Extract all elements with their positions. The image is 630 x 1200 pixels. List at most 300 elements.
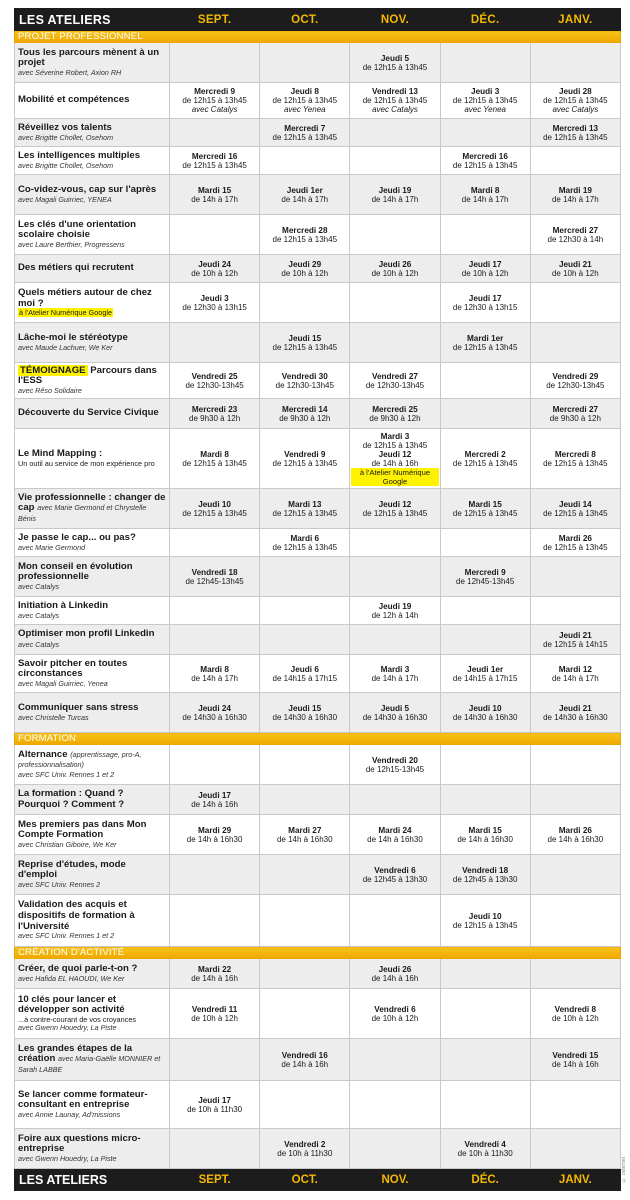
session-day: Mardi 3 <box>380 431 410 441</box>
session-time: de 12h30 à 13h15 <box>452 302 518 312</box>
workshop-host: avec Christelle Turcas <box>18 712 89 722</box>
session-day: Vendredi 30 <box>281 371 328 381</box>
table-row <box>15 1039 621 1081</box>
session-time: de 12h15 à 13h45 <box>272 342 338 352</box>
workshop-label-cell <box>15 625 170 655</box>
session-time: de 12h15-13h45 <box>365 764 425 774</box>
session-time: de 10h à 12h <box>371 268 419 278</box>
month-janv: JANV. <box>530 9 620 31</box>
session-time: de 12h15 à 13h45 <box>182 458 247 468</box>
session-cell <box>260 363 350 399</box>
workshop-title: Parcours dans l'ESS <box>18 364 157 387</box>
session-time: de 10h à 11h30 <box>277 1148 333 1158</box>
workshop-title: Co-videz-vous, cap sur l'après <box>18 184 157 195</box>
session-cell <box>350 693 440 733</box>
session-day: Mardi 8 <box>200 449 229 459</box>
session-time: de 10h à 12h <box>551 268 599 278</box>
workshop-label-cell <box>15 255 170 283</box>
session-time: de 12h30 à 13h15 <box>182 302 247 312</box>
session-cell <box>170 785 260 815</box>
session-day: Mercredi 9 <box>464 567 506 577</box>
session-day: Mardi 27 <box>288 825 322 835</box>
table-row <box>15 557 621 597</box>
session-time: de 9h30 à 12h <box>189 413 241 423</box>
session-day: Mercredi 28 <box>282 225 328 235</box>
session-time: de 12h15 à 13h45 <box>362 508 428 518</box>
session-cell <box>530 363 620 399</box>
session-day: Mardi 24 <box>378 825 412 835</box>
session-cell <box>530 655 620 693</box>
session-cell <box>350 83 440 119</box>
session-cell <box>350 119 440 147</box>
session-cell <box>440 147 530 175</box>
workshop-title: La formation : Quand ? Pourquoi ? Comment ? <box>18 787 125 810</box>
workshop-host: avec Marie Germond <box>18 542 86 552</box>
session-day: Jeudi 17 <box>198 790 231 800</box>
session-day: Jeudi 17 <box>198 1095 231 1105</box>
workshop-label-cell <box>15 399 170 429</box>
workshop-host: avec Hafida EL HAOUDI, We Ker <box>18 973 125 983</box>
session-day: Jeudi 26 <box>378 259 412 269</box>
workshop-label-cell <box>15 655 170 693</box>
session-day-2: Jeudi 12 <box>378 449 412 459</box>
month-sept: SEPT. <box>170 9 260 31</box>
workshop-title: 10 clés pour lancer et développer son activité <box>18 993 125 1016</box>
workshop-host: avec Magali Guirriec, YENEA <box>18 194 112 204</box>
session-cell <box>530 989 620 1039</box>
session-cell <box>440 399 530 429</box>
session-time: de 14h15 à 17h15 <box>452 673 518 683</box>
session-day: Mercredi 9 <box>194 87 236 96</box>
session-time: de 9h30 à 12h <box>549 413 601 423</box>
session-day: Jeudi 10 <box>198 499 231 509</box>
session-cell <box>350 1129 440 1169</box>
session-day: Mercredi 27 <box>552 404 599 414</box>
table-row <box>15 489 621 529</box>
session-day: Jeudi 24 <box>198 259 231 269</box>
session-cell <box>530 597 620 625</box>
session-cell <box>260 785 350 815</box>
workshop-label-cell <box>15 693 170 733</box>
session-time: de 12h15 à 13h45 <box>182 160 247 170</box>
session-day: Jeudi 21 <box>558 703 592 713</box>
workshop-title: Les clés d'une orientation scolaire choisie <box>18 218 136 241</box>
session-cell <box>170 989 260 1039</box>
session-cell <box>260 1081 350 1129</box>
footer-title: LES ATELIERS <box>15 1169 170 1191</box>
session-cell <box>350 283 440 323</box>
session-cell <box>260 283 350 323</box>
session-cell <box>170 1081 260 1129</box>
session-cell <box>440 597 530 625</box>
session-time: de 14h à 16h30 <box>457 834 513 844</box>
session-time: de 12h15 à 13h45 <box>452 920 518 930</box>
workshop-label-cell <box>15 745 170 785</box>
session-time: de 14h à 16h <box>281 1059 329 1069</box>
session-cell <box>530 785 620 815</box>
session-time-2: de 14h à 16h <box>371 458 419 468</box>
session-cell <box>170 215 260 255</box>
session-cell <box>260 215 350 255</box>
session-day: Jeudi 1er <box>467 664 504 674</box>
workshop-host: avec Brigitte Chollet, Osehom <box>18 160 114 170</box>
workshop-host: avec Brigitte Chollet, Osehom <box>18 132 114 142</box>
session-day: Jeudi 12 <box>378 499 412 509</box>
session-cell <box>530 255 620 283</box>
workshop-host: avec Annie Launay, Ad'missions <box>18 1109 121 1119</box>
workshop-title: Validation des acquis et dispositifs de formation à l'Université <box>18 899 135 932</box>
session-time: de 12h30 à 14h <box>547 234 604 244</box>
workshop-title: Savoir pitcher en toutes circonstances <box>18 657 128 680</box>
session-time: de 10h à 12h <box>281 268 329 278</box>
session-cell <box>260 597 350 625</box>
session-cell <box>170 815 260 855</box>
workshop-host: avec SFC Univ. Rennes 1 et 2 <box>18 769 115 779</box>
session-cell <box>530 283 620 323</box>
session-cell <box>530 959 620 989</box>
table-row <box>15 693 621 733</box>
workshop-label-cell <box>15 895 170 947</box>
session-cell <box>170 597 260 625</box>
session-cell <box>440 655 530 693</box>
workshop-host: avec Séverine Robert, Axion RH <box>18 67 122 77</box>
table-row <box>15 989 621 1039</box>
temoignage-badge: TÉMOIGNAGE <box>20 364 86 376</box>
session-time: de 14h30 à 16h30 <box>272 712 338 722</box>
session-cell <box>260 693 350 733</box>
session-day: Vendredi 8 <box>554 1004 597 1014</box>
session-time: de 12h15 à 13h45 <box>452 160 518 170</box>
session-day: Vendredi 16 <box>281 1050 328 1060</box>
session-time: de 12h45-13h45 <box>456 576 515 586</box>
session-cell <box>260 43 350 83</box>
session-cell <box>350 363 440 399</box>
session-day: Mardi 22 <box>197 964 232 974</box>
session-day: Mardi 15 <box>468 499 502 509</box>
session-day: Jeudi 29 <box>288 259 322 269</box>
workshop-title: Découverte du Service Civique <box>18 407 159 419</box>
session-day: Vendredi 6 <box>374 1004 416 1014</box>
session-cell <box>530 693 620 733</box>
session-cell <box>350 855 440 895</box>
workshop-title: Quels métiers autour de chez moi ? <box>18 286 152 309</box>
session-time: de 12h15 à 13h45 <box>543 542 608 552</box>
session-day: Vendredi 29 <box>552 371 599 381</box>
table-row <box>15 855 621 895</box>
session-cell <box>260 745 350 785</box>
month-nov: NOV. <box>350 9 440 31</box>
session-cell <box>350 597 440 625</box>
footer-month-sept: SEPT. <box>170 1169 260 1191</box>
table-row <box>15 625 621 655</box>
session-day: Vendredi 27 <box>371 371 418 381</box>
section-header-row <box>15 733 621 745</box>
section-header-row <box>15 947 621 959</box>
session-cell <box>170 119 260 147</box>
session-cell <box>350 43 440 83</box>
table-title: LES ATELIERS <box>15 9 170 31</box>
workshop-title: Lâche-moi le stéréotype <box>18 332 128 343</box>
session-cell <box>440 43 530 83</box>
session-day: Mardi 13 <box>288 499 322 509</box>
workshop-host: avec Magali Guirriec, Yenea <box>18 678 108 688</box>
workshop-label-cell <box>15 1039 170 1081</box>
session-day: Jeudi 26 <box>378 964 412 974</box>
session-time: de 12h15 à 13h45 <box>543 96 608 105</box>
session-day: Jeudi 1er <box>286 185 323 195</box>
session-cell <box>350 625 440 655</box>
session-cell <box>170 529 260 557</box>
session-cell <box>530 83 620 119</box>
workshop-label-cell <box>15 147 170 175</box>
session-day: Mardi 8 <box>470 185 500 195</box>
session-cell <box>260 323 350 363</box>
session-cell <box>350 489 440 529</box>
workshop-title: Réveillez vos talents <box>18 122 112 133</box>
session-day: Jeudi 17 <box>468 259 502 269</box>
workshop-title: Les grandes étapes de la création <box>18 1042 133 1065</box>
workshop-title: Des métiers qui recrutent <box>18 262 134 274</box>
session-time: de 9h30 à 12h <box>369 413 421 423</box>
workshop-label-cell <box>15 489 170 529</box>
session-day: Mardi 1er <box>466 333 504 343</box>
session-cell <box>440 1129 530 1169</box>
workshop-title: Vie professionnelle : changer de cap <box>18 491 166 514</box>
session-day: Jeudi 21 <box>558 259 592 269</box>
session-time: de 14h30 à 16h30 <box>543 712 608 722</box>
workshop-title: Optimiser mon profil Linkedin <box>18 627 155 639</box>
workshop-inline-detail: avec Catalys <box>18 639 60 649</box>
session-day: Mercredi 13 <box>552 123 599 133</box>
table-row <box>15 119 621 147</box>
workshop-title: Mon conseil en évolution professionnelle <box>18 560 133 583</box>
session-cell <box>530 815 620 855</box>
session-day: Jeudi 21 <box>558 630 592 640</box>
session-cell <box>350 557 440 597</box>
session-host: avec Catalys <box>552 105 599 114</box>
session-time: de 14h à 17h <box>551 673 599 683</box>
session-cell <box>530 119 620 147</box>
session-cell <box>170 43 260 83</box>
session-time: de 12h15 à 13h45 <box>452 508 518 518</box>
session-cell <box>260 557 350 597</box>
session-cell <box>440 1039 530 1081</box>
session-time: de 12h45 à 13h30 <box>362 874 428 884</box>
session-time: de 12h à 14h <box>371 610 419 620</box>
footer-month-dec: DÉC. <box>440 1169 530 1191</box>
session-day: Vendredi 18 <box>462 865 509 875</box>
session-day: Vendredi 11 <box>191 1004 238 1014</box>
session-location: à l'Atelier Numérique Google <box>351 468 438 486</box>
table-row <box>15 815 621 855</box>
session-cell <box>440 959 530 989</box>
session-day: Mardi 3 <box>380 664 410 674</box>
session-cell <box>440 895 530 947</box>
workshop-host: avec Catalys <box>18 610 60 620</box>
table-row <box>15 43 621 83</box>
session-cell <box>530 895 620 947</box>
session-time: de 12h15 à 13h45 <box>272 132 338 142</box>
session-day: Jeudi 19 <box>378 185 412 195</box>
table-row <box>15 215 621 255</box>
session-time: de 10h à 12h <box>461 268 509 278</box>
session-cell <box>170 745 260 785</box>
table-row <box>15 655 621 693</box>
session-cell <box>260 895 350 947</box>
session-cell <box>260 1129 350 1169</box>
session-day: Vendredi 20 <box>371 755 418 765</box>
workshop-inline-detail: (apprentissage, pro-A, professionnalisation) <box>18 749 142 770</box>
workshop-label-cell <box>15 119 170 147</box>
session-cell <box>260 147 350 175</box>
workshop-host: avec Catalys <box>18 581 60 591</box>
session-time: de 10h à 12h <box>191 268 238 278</box>
session-day: Jeudi 24 <box>198 703 231 713</box>
session-day: Mardi 6 <box>290 533 320 543</box>
printer-mark: © osternet <box>621 1156 627 1182</box>
session-host: avec Yenea <box>464 105 506 114</box>
session-time: de 12h15 à 13h45 <box>362 440 428 450</box>
session-time: de 12h15 à 13h45 <box>452 342 518 352</box>
session-time: de 12h30-13h45 <box>275 380 334 390</box>
session-day: Vendredi 18 <box>191 567 238 577</box>
session-time: de 12h15 à 13h45 <box>452 96 518 105</box>
session-time: de 14h à 16h30 <box>186 834 243 844</box>
footer-month-janv: JANV. <box>530 1169 620 1191</box>
session-cell <box>350 785 440 815</box>
session-time: de 14h à 17h <box>191 194 238 204</box>
session-cell <box>530 529 620 557</box>
session-time: de 14h à 17h <box>371 194 419 204</box>
session-cell <box>260 815 350 855</box>
workshop-inline-detail: avec Marie Germond et Chrystelle Bénis <box>18 503 147 523</box>
workshop-title: Initiation à Linkedin <box>18 600 109 611</box>
session-cell <box>260 625 350 655</box>
session-day: Jeudi 19 <box>378 601 412 611</box>
session-host: avec Yenea <box>283 105 326 114</box>
session-day: Jeudi 15 <box>288 333 322 343</box>
session-time: de 12h30-13h45 <box>546 380 605 390</box>
table-row <box>15 399 621 429</box>
session-cell <box>170 1039 260 1081</box>
session-cell <box>530 399 620 429</box>
session-cell <box>440 323 530 363</box>
session-day: Mardi 8 <box>200 664 229 674</box>
workshop-title: Foire aux questions micro-entreprise <box>18 1132 141 1155</box>
session-cell <box>350 529 440 557</box>
table-row <box>15 745 621 785</box>
table-row <box>15 323 621 363</box>
session-time: de 12h15 à 13h45 <box>272 96 338 105</box>
session-day: Jeudi 10 <box>468 911 502 921</box>
session-time: de 14h à 17h <box>371 673 419 683</box>
session-cell <box>530 175 620 215</box>
section-title: PROJET PROFESSIONNEL <box>15 31 621 43</box>
workshop-title: Les intelligences multiples <box>18 150 141 161</box>
table-row <box>15 147 621 175</box>
session-cell <box>350 255 440 283</box>
workshop-host: avec Gwenn Houedry, La Piste <box>18 1153 117 1163</box>
header-row <box>15 9 621 31</box>
session-day: Vendredi 4 <box>464 1139 506 1149</box>
month-dec: DÉC. <box>440 9 530 31</box>
session-cell <box>530 215 620 255</box>
session-cell <box>440 855 530 895</box>
session-cell <box>170 175 260 215</box>
session-cell <box>530 429 620 489</box>
session-cell <box>440 363 530 399</box>
session-cell <box>260 255 350 283</box>
session-cell <box>170 693 260 733</box>
session-cell <box>170 363 260 399</box>
session-time: de 12h15 à 13h45 <box>182 508 247 518</box>
table-row <box>15 597 621 625</box>
session-cell <box>170 959 260 989</box>
session-time: de 14h30 à 16h30 <box>452 712 518 722</box>
session-day: Mercredi 25 <box>372 404 418 414</box>
table-row <box>15 83 621 119</box>
footer-month-oct: OCT. <box>260 1169 350 1191</box>
session-cell <box>170 255 260 283</box>
session-cell <box>350 815 440 855</box>
workshop-note: Un outil au service de mon expérience pro <box>18 458 155 468</box>
session-cell <box>440 529 530 557</box>
session-cell <box>350 323 440 363</box>
session-cell <box>260 1039 350 1081</box>
session-day: Mardi 26 <box>558 533 592 543</box>
workshop-title: Tous les parcours mènent à un projet <box>18 46 160 69</box>
session-cell <box>350 147 440 175</box>
session-day: Vendredi 6 <box>374 865 416 875</box>
session-cell <box>260 399 350 429</box>
table-body <box>15 31 621 1169</box>
session-cell <box>350 1039 440 1081</box>
session-day: Mercredi 2 <box>464 449 506 459</box>
workshop-title: Créer, de quoi parle-t-on ? <box>18 963 138 974</box>
session-time: de 14h à 16h <box>191 973 238 983</box>
session-time: de 12h15 à 13h45 <box>543 508 608 518</box>
table-row <box>15 175 621 215</box>
session-time: de 14h à 17h <box>551 194 599 204</box>
session-time: de 12h45-13h45 <box>185 576 244 586</box>
table-row <box>15 1129 621 1169</box>
session-cell <box>530 147 620 175</box>
workshop-title: Mes premiers pas dans Mon Compte Formation <box>18 818 147 841</box>
workshop-label-cell <box>15 429 170 489</box>
session-host: avec Catalys <box>191 105 238 114</box>
session-time: de 12h15 à 14h15 <box>543 639 608 649</box>
workshop-note: ...à contre-courant de vos croyances <box>18 1014 137 1024</box>
table-row <box>15 959 621 989</box>
session-time: de 14h à 16h <box>371 973 419 983</box>
workshop-label-cell <box>15 283 170 323</box>
session-cell <box>530 1081 620 1129</box>
workshop-title: Se lancer comme formateur-consultant en entreprise <box>18 1088 148 1111</box>
session-cell <box>440 745 530 785</box>
session-cell <box>440 83 530 119</box>
workshop-host: avec SFC Univ. Rennes 1 et 2 <box>18 931 115 941</box>
session-time: de 12h30-13h45 <box>185 380 244 390</box>
session-cell <box>170 399 260 429</box>
table-row <box>15 1081 621 1129</box>
session-cell <box>440 815 530 855</box>
session-cell <box>260 529 350 557</box>
workshop-label-cell <box>15 529 170 557</box>
session-day: Mercredi 14 <box>282 404 328 414</box>
table-row <box>15 785 621 815</box>
session-time: de 14h à 16h30 <box>367 834 423 844</box>
session-cell <box>260 489 350 529</box>
